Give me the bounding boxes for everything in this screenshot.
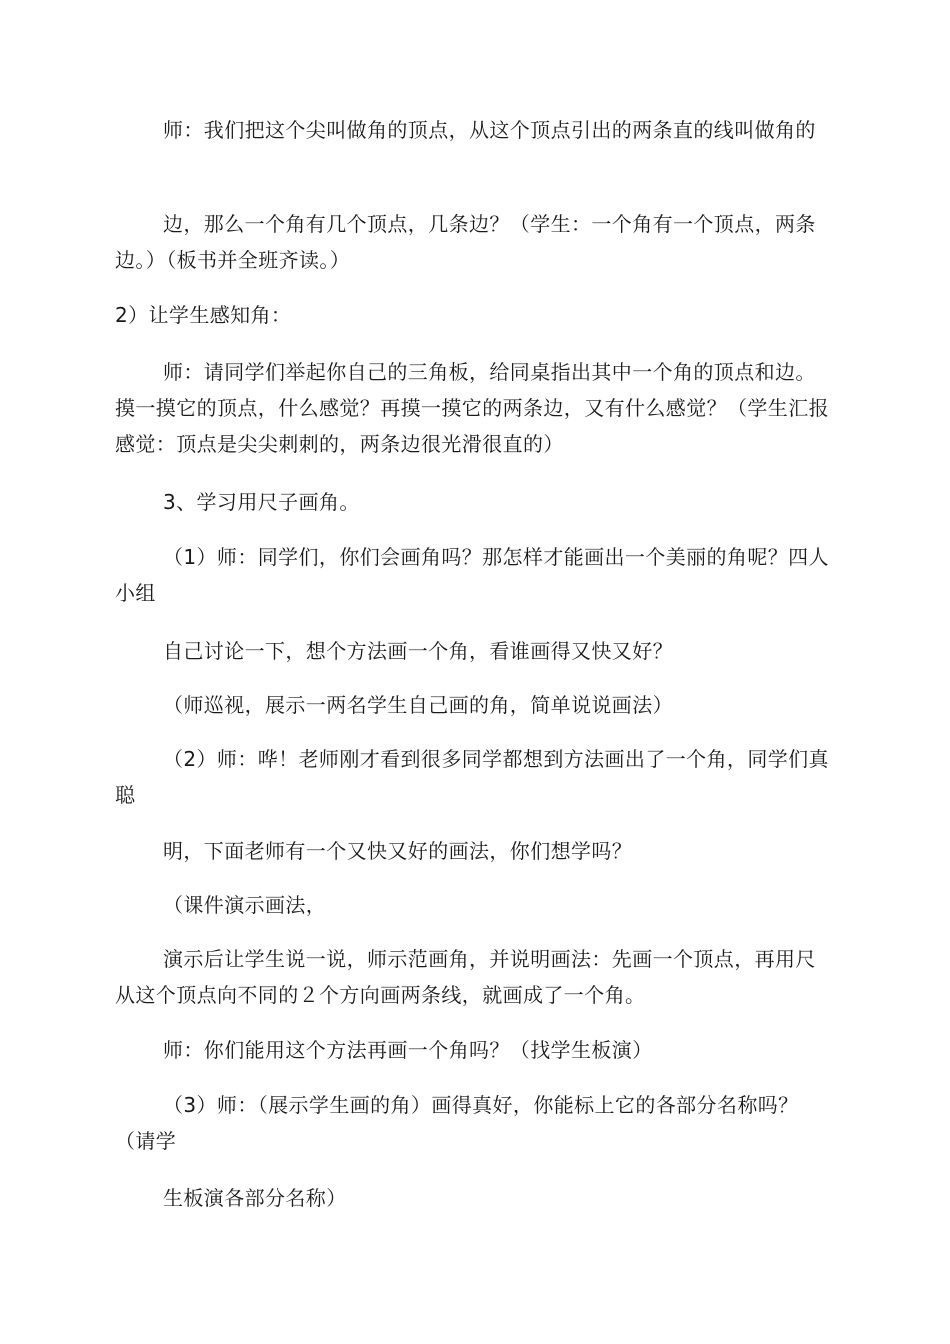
paragraph-board-names: 生板演各部分名称）	[163, 1186, 347, 1210]
paragraph-section-3-heading: 3、学习用尺子画角。	[163, 490, 360, 514]
paragraph-vertex-count: 边，那么一个角有几个顶点，几条边？（学生：一个角有一个顶点，两条边。）（板书并全班齐读。）	[115, 212, 816, 272]
paragraph-label-parts: （3）师：（展示学生画的角）画得真好，你能标上它的各部分名称吗？（请学	[115, 1093, 799, 1153]
paragraph-draw-question: （1）师：同学们，你们会画角吗？那怎样才能画出一个美丽的角呢？四人小组	[115, 545, 829, 605]
paragraph-better-method: 明，下面老师有一个又快又好的画法，你们想学吗？	[163, 839, 633, 863]
paragraph-courseware-demo: （课件演示画法，	[163, 893, 327, 917]
paragraph-draw-method: 演示后让学生说一说，师示范画角，并说明画法：先画一个顶点，再用尺从这个顶点向不同的２个方向画两条线，就画成了一个角。	[115, 947, 816, 1007]
paragraph-feel-angle: 师：请同学们举起你自己的三角板，给同桌指出其中一个角的顶点和边。摸一摸它的顶点，什么感觉？再摸一摸它的两条边，又有什么感觉？（学生汇报感觉：顶点是尖尖刺刺的，两条边很光滑很直的）	[115, 360, 829, 456]
paragraph-vertex-intro: 师：我们把这个尖叫做角的顶点，从这个顶点引出的两条直的线叫做角的	[163, 118, 816, 142]
paragraph-group-discuss: 自己讨论一下，想个方法画一个角，看谁画得又快又好？	[163, 639, 673, 663]
paragraph-teacher-praise: （2）师：哗！老师刚才看到很多同学都想到方法画出了一个角，同学们真聪	[115, 747, 829, 807]
paragraph-section-2-heading: 2）让学生感知角：	[115, 303, 292, 327]
paragraph-draw-again: 师：你们能用这个方法再画一个角吗？（找学生板演）	[163, 1038, 653, 1062]
paragraph-teacher-patrol: （师巡视，展示一两名学生自己画的角，简单说说画法）	[163, 693, 673, 717]
